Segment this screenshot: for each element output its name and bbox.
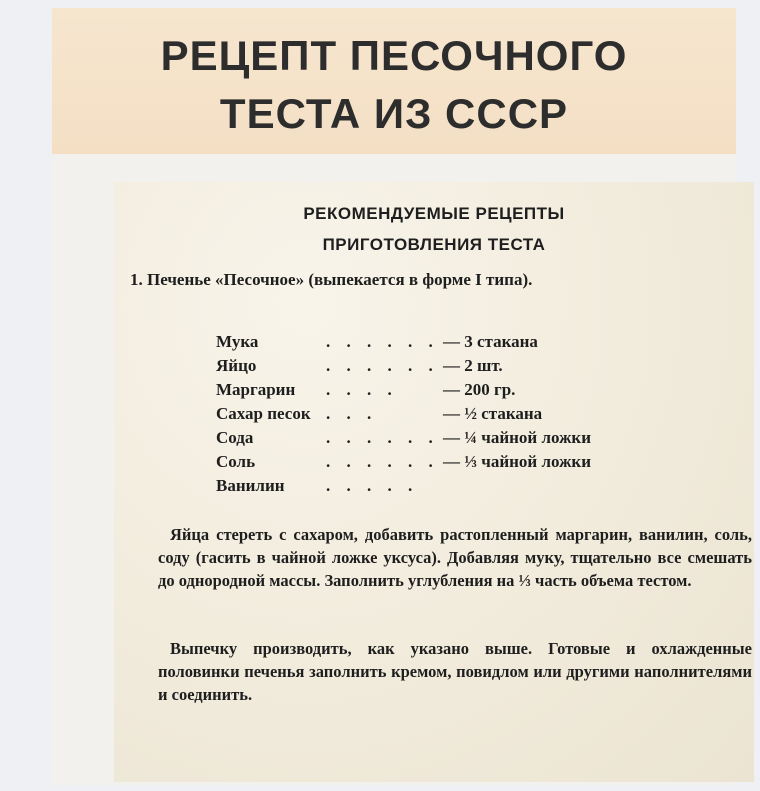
ingredient-name: Яйцо [216, 356, 257, 375]
ingredient-name: Соль [216, 452, 256, 471]
ingredient-row [216, 354, 756, 378]
article-heading-line1: РЕКОМЕНДУЕМЫЕ РЕЦЕПТЫ [303, 204, 565, 223]
ingredient-qty: — ⅓ чайной ложки [443, 452, 592, 471]
ingredient-dots: . . . . [326, 380, 398, 399]
ingredient-row [216, 450, 756, 474]
ingredient-name: Сода [216, 428, 254, 447]
ingredient-name: Маргарин [216, 380, 296, 399]
ingredient-row [216, 402, 756, 426]
ingredient-name: Мука [216, 332, 259, 351]
recipe-item-title: 1. Печенье «Песочное» (выпекается в форме I типа). [130, 270, 533, 289]
ingredient-row [216, 426, 756, 450]
instructions-paragraph: Яйца стереть с сахаром, добавить растопленный маргарин, ванилин, соль, соду (гасить в чайной ложке уксуса). Добавляя муку, тщательно все смешать до однородной массы. Заполнить углубления на ⅓ часть объема тестом. [158, 525, 752, 590]
ingredient-dots: . . . . . . [326, 356, 439, 375]
article-heading-line2: ПРИГОТОВЛЕНИЯ ТЕСТА [322, 235, 546, 254]
ingredient-row [216, 330, 756, 354]
ingredient-qty: — 3 стакана [443, 332, 538, 351]
ingredient-dots: . . . . . [326, 476, 419, 495]
recipe-card [52, 8, 752, 785]
title-banner [52, 8, 736, 154]
ingredient-dots: . . . . . . [326, 332, 439, 351]
ingredient-name: Ванилин [216, 476, 285, 495]
ingredient-qty: — 200 гр. [443, 380, 516, 399]
scanned-recipe [114, 182, 754, 782]
banner-title-line1: РЕЦЕПТ ПЕСОЧНОГО [160, 32, 628, 79]
ingredient-qty: — ¼ чайной ложки [443, 428, 592, 447]
ingredient-row [216, 378, 756, 402]
ingredient-name: Сахар песок [216, 404, 311, 423]
banner-title-line2: ТЕСТА ИЗ СССР [219, 90, 569, 137]
ingredient-row [216, 474, 756, 498]
ingredient-qty: — 2 шт. [443, 356, 503, 375]
ingredient-dots: . . . . . . [326, 428, 439, 447]
ingredient-qty: — ½ стакана [443, 404, 543, 423]
ingredient-dots: . . . [326, 404, 378, 423]
instructions-paragraph: Выпечку производить, как указано выше. Готовые и охлажденные половинки печенья заполнить кремом, повидлом или другими наполнителями и соединить. [158, 639, 752, 704]
ingredient-dots: . . . . . . [326, 452, 439, 471]
